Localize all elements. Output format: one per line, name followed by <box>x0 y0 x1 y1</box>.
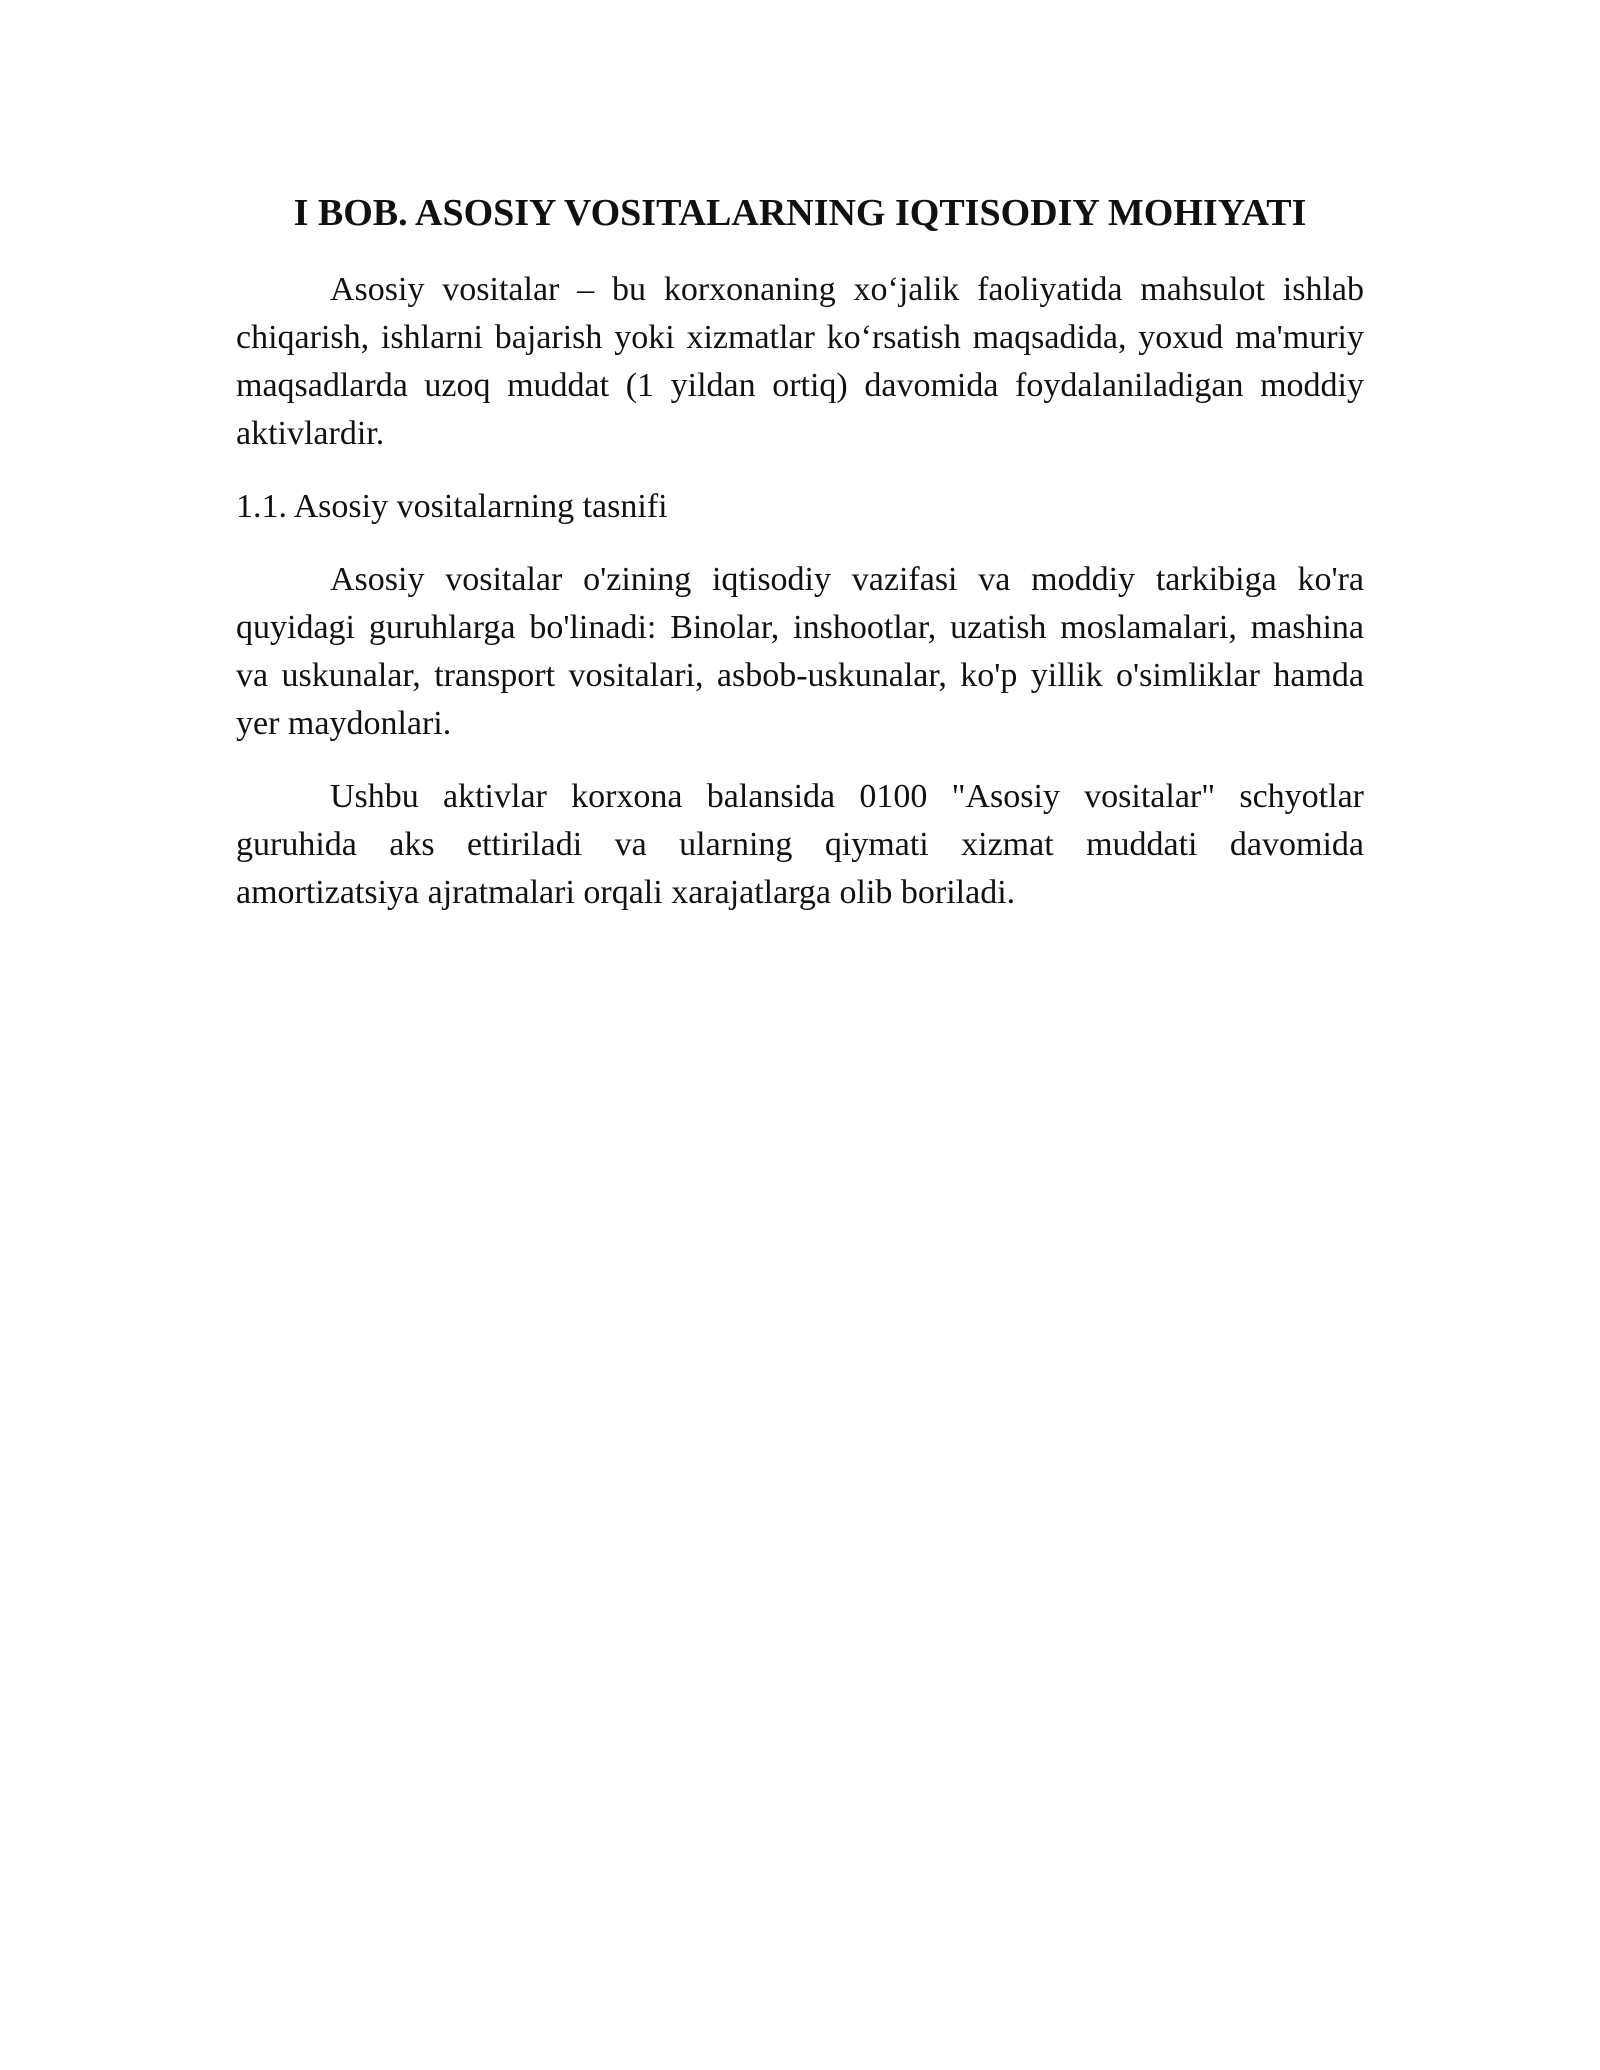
chapter-title: I BOB. ASOSIY VOSITALARNING IQTISODIY MOHIYATI <box>293 192 1307 234</box>
classification-paragraph: Asosiy vositalar o'zining iqtisodiy vazifasi va moddiy tarkibiga ko'ra quyidagi guruhlarga bo'linadi: Binolar, inshootlar, uzatish moslamalari, mashina va uskunalar, transport vositalari, asbob-uskunalar, ko'p yillik o'simliklar hamda yer maydonlari. <box>236 561 1364 742</box>
section-heading: 1.1. Asosiy vositalarning tasnifi <box>236 488 668 525</box>
document-body <box>236 186 1364 942</box>
balance-paragraph: Ushbu aktivlar korxona balansida 0100 "Asosiy vositalar" schyotlar guruhida aks ettiriladi va ularning qiymati xizmat muddati davomida amortizatsiya ajratmalari orqali xarajatlarga olib boriladi. <box>236 778 1364 911</box>
intro-paragraph: Asosiy vositalar – bu korxonaning xo‘jalik faoliyatida mahsulot ishlab chiqarish, ishlarni bajarish yoki xizmatlar ko‘rsatish maqsadida, yoxud ma'muriy maqsadlarda uzoq muddat (1 yildan ortiq) davomida foydalaniladigan moddiy aktivlardir. <box>236 271 1364 452</box>
